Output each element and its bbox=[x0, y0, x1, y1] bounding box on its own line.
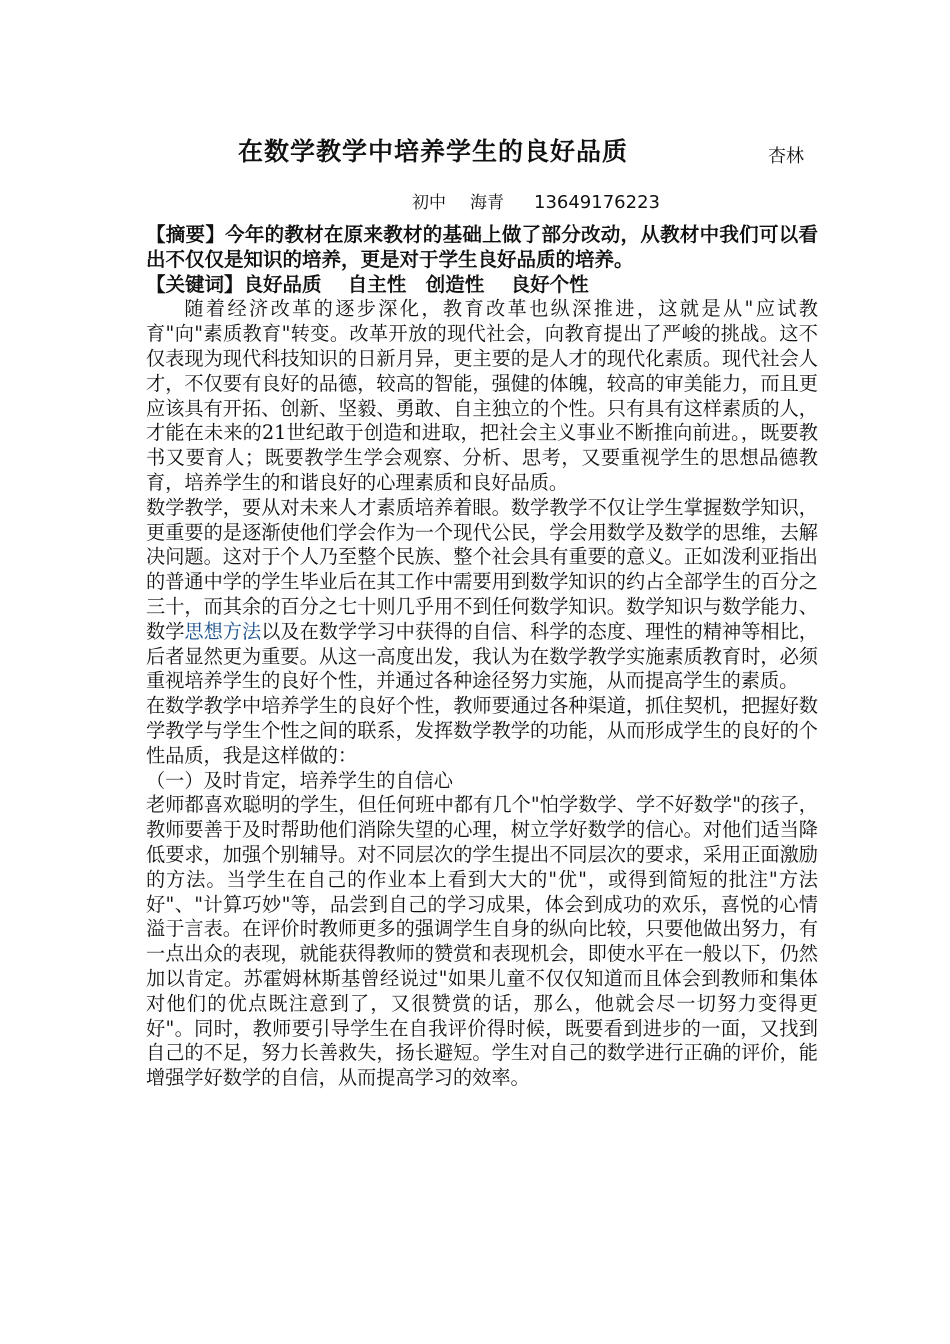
byline-phone: 13649176223 bbox=[534, 192, 660, 213]
paragraph-3: 在数学教学中培养学生的良好个性，教师要通过各种渠道，抓住契机，把握好数学教学与学生个性之间的联系，发挥数学教学的功能，从而形成学生的良好的个性品质，我是这样做的： bbox=[146, 694, 818, 767]
paragraph-2-text-a: 数学教学，要从对未来人才素质培养着眼。数学教学不仅让学生掌握数学知识，更重要的是逐渐使他们学会作为一个现代公民，学会用数学及数学的思维，去解决问题。这对于个人乃至整个民族、整个社会具有重要的意义。正如泼利亚指出的普通中学的学生毕业后在其工作中需要用到数学知识的约占全部学生的百分之三十，而其余的百分之七十则几乎用不到任何数学知识。数学知识与数学能力、数学 bbox=[146, 495, 818, 643]
paragraph-2-text-b: 以及在数学学习中获得的自信、科学的态度、理性的精神等相比，后者显然更为重要。从这一高度出发，我认为在数学教学实施素质教育时，必须重视培养学生的良好个性，并通过各种途径努力实施，从而提高学生的素质。 bbox=[146, 619, 819, 693]
paragraph-1: 随着经济改革的逐步深化，教育改革也纵深推进，这就是从"应试教育"向"素质教育"转变。改革开放的现代社会，向教育提出了严峻的挑战。这不仅表现为现代科技知识的日新月异，更主要的是人才的现代化素质。现代社会人才，不仅要有良好的品德，较高的智能，强健的体魄，较高的审美能力，而且更应该具有开拓、创新、坚毅、勇敢、自主独立的个性。只有具有这样素质的人，才能在未来的21世纪敢于创造和进取，把社会主义事业不断推向前进。，既要教书又要育人；既要教学生学会观察、分析、思考，又要重视学生的思想品德教育，培养学生的和谐良好的心理素质和良好品质。 bbox=[146, 297, 818, 494]
title-row bbox=[146, 132, 816, 172]
document-body bbox=[146, 223, 818, 1091]
author-name: 杏林 bbox=[768, 146, 804, 167]
byline-name: 海青 bbox=[470, 193, 504, 213]
paragraph-2 bbox=[146, 496, 818, 694]
link-thinking-method[interactable]: 思想方法 bbox=[184, 619, 262, 643]
document-title: 在数学教学中培养学生的良好品质 bbox=[238, 137, 629, 166]
byline-school: 初中 bbox=[412, 193, 446, 213]
byline bbox=[412, 188, 684, 213]
keywords: 【关键词】良好品质 自主性 创造性 良好个性 bbox=[146, 272, 589, 296]
paragraph-4: 老师都喜欢聪明的学生，但任何班中都有几个"怕学数学、学不好数学"的孩子，教师要善于及时帮助他们消除失望的心理，树立学好数学的信心。对他们适当降低要求，加强个别辅导。对不同层次的学生提出不同层次的要求，采用正面激励的方法。当学生在自己的作业本上看到大大的"优"，或得到简短的批注"方法好"、"计算巧妙"等，品尝到自己的学习成果，体会到成功的欢乐，喜悦的心情溢于言表。在评价时教师更多的强调学生自身的纵向比较，只要他做出努力，有一点出众的表现，就能获得教师的赞赏和表现机会，即使水平在一般以下，仍然加以肯定。苏霍姆林斯基曾经说过"如果儿童不仅仅知道而且体会到教师和集体对他们的优点既注意到了，又很赞赏的话，那么，他就会尽一切努力变得更好"。同时，教师要引导学生在自我评价得时候，既要看到进步的一面，又找到自己的不足，努力长善救失，扬长避短。学生对自己的数学进行正确的评价，能增强学好数学的自信，从而提高学习的效率。 bbox=[146, 793, 818, 1090]
section-heading-1: （一）及时肯定，培养学生的自信心 bbox=[146, 768, 453, 792]
abstract: 【摘要】今年的教材在原来教材的基础上做了部分改动，从教材中我们可以看出不仅仅是知识的培养，更是对于学生良好品质的培养。 bbox=[146, 223, 818, 271]
